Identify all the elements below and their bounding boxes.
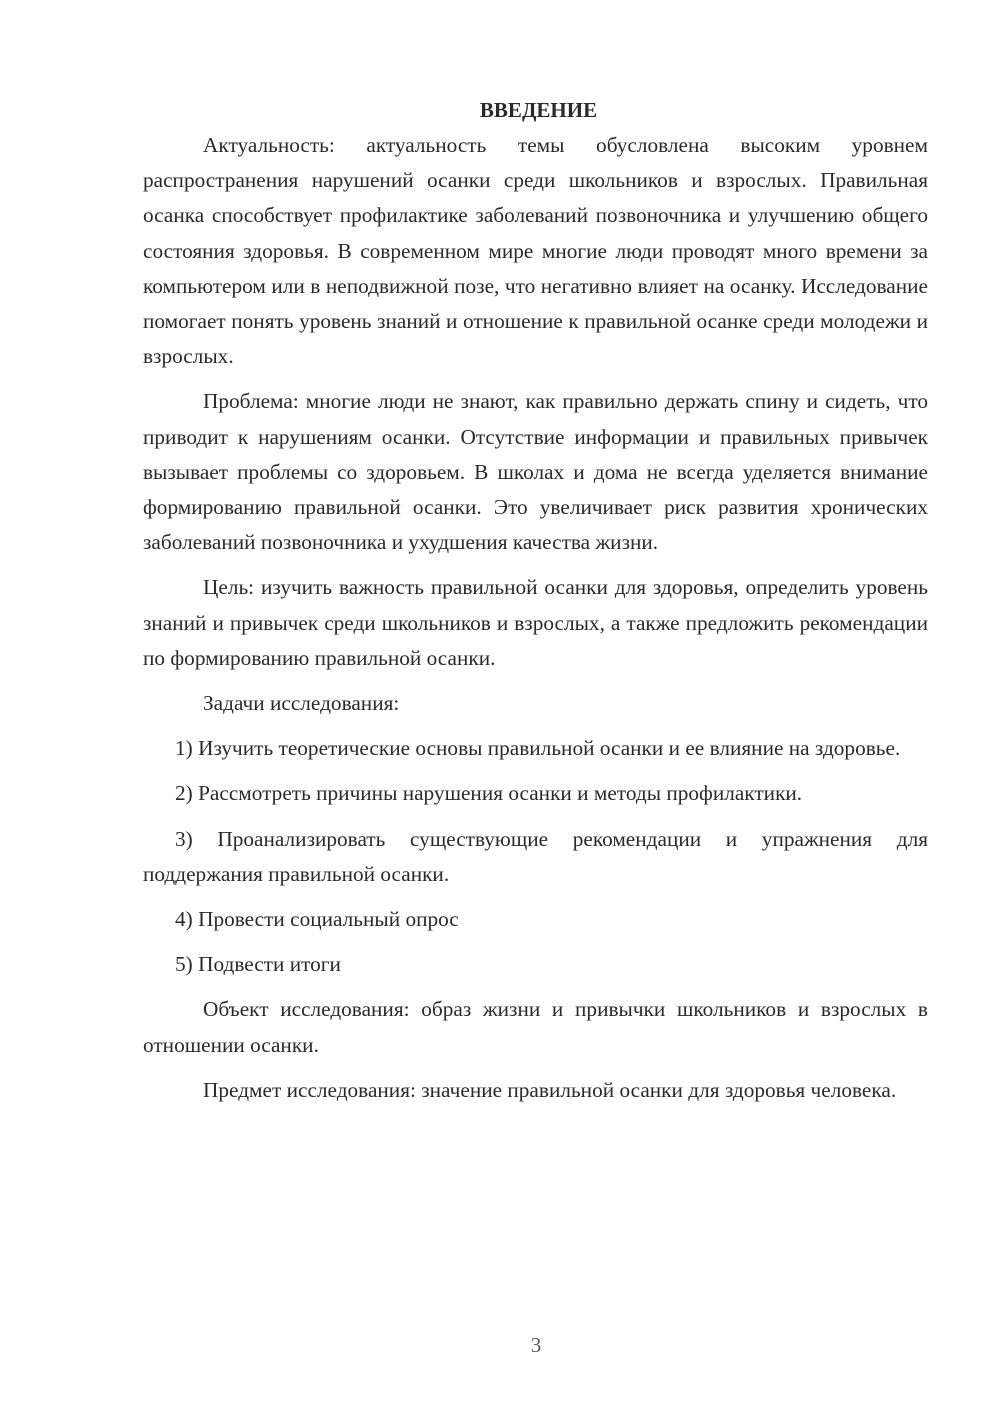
page-title: ВВЕДЕНИЕ bbox=[479, 98, 598, 122]
task-item-2: 2) Рассмотреть причины нарушения осанки и методы профилактики. bbox=[175, 781, 803, 806]
task-item-4: 4) Провести социальный опрос bbox=[175, 907, 459, 932]
relevance-paragraph: Актуальность: актуальность темы обусловлена высоким уровнем распространения нарушений осанки среди школьников и взрослых. Правильная осанка способствует профилактике заболеваний позвоночника и улучшению общего состояния здоровья. В современном мире многие люди проводят много времени за компьютером или в неподвижной позе, что негативно влияет на осанку. Исследование помогает понять уровень знаний и отношение к правильной осанке среди молодежи и взрослых. bbox=[143, 133, 928, 369]
tasks-heading: Задачи исследования: bbox=[203, 691, 400, 716]
task-item-5: 5) Подвести итоги bbox=[175, 952, 341, 977]
subject-paragraph: Предмет исследования: значение правильной осанки для здоровья человека. bbox=[203, 1077, 897, 1102]
object-paragraph: Объект исследования: образ жизни и привычки школьников и взрослых в отношении осанки. bbox=[143, 997, 928, 1057]
problem-paragraph: Проблема: многие люди не знают, как правильно держать спину и сидеть, что приводит к нарушениям осанки. Отсутствие информации и правильных привычек вызывает проблемы со здоровьем. В школах и дома не всегда уделяется внимание формированию правильной осанки. Это увеличивает риск развития хронических заболеваний позвоночника и ухудшения качества жизни. bbox=[143, 389, 928, 555]
goal-paragraph: Цель: изучить важность правильной осанки для здоровья, определить уровень знаний и привычек среди школьников и взрослых, а также предложить рекомендации по формированию правильной осанки. bbox=[143, 575, 928, 670]
document-page bbox=[143, 93, 928, 1108]
page-number: 3 bbox=[530, 1333, 542, 1357]
task-item-3: 3) Проанализировать существующие рекомендации и упражнения для поддержания правильной осанки. bbox=[143, 826, 928, 886]
task-item-1: 1) Изучить теоретические основы правильной осанки и ее влияние на здоровье. bbox=[175, 736, 901, 761]
